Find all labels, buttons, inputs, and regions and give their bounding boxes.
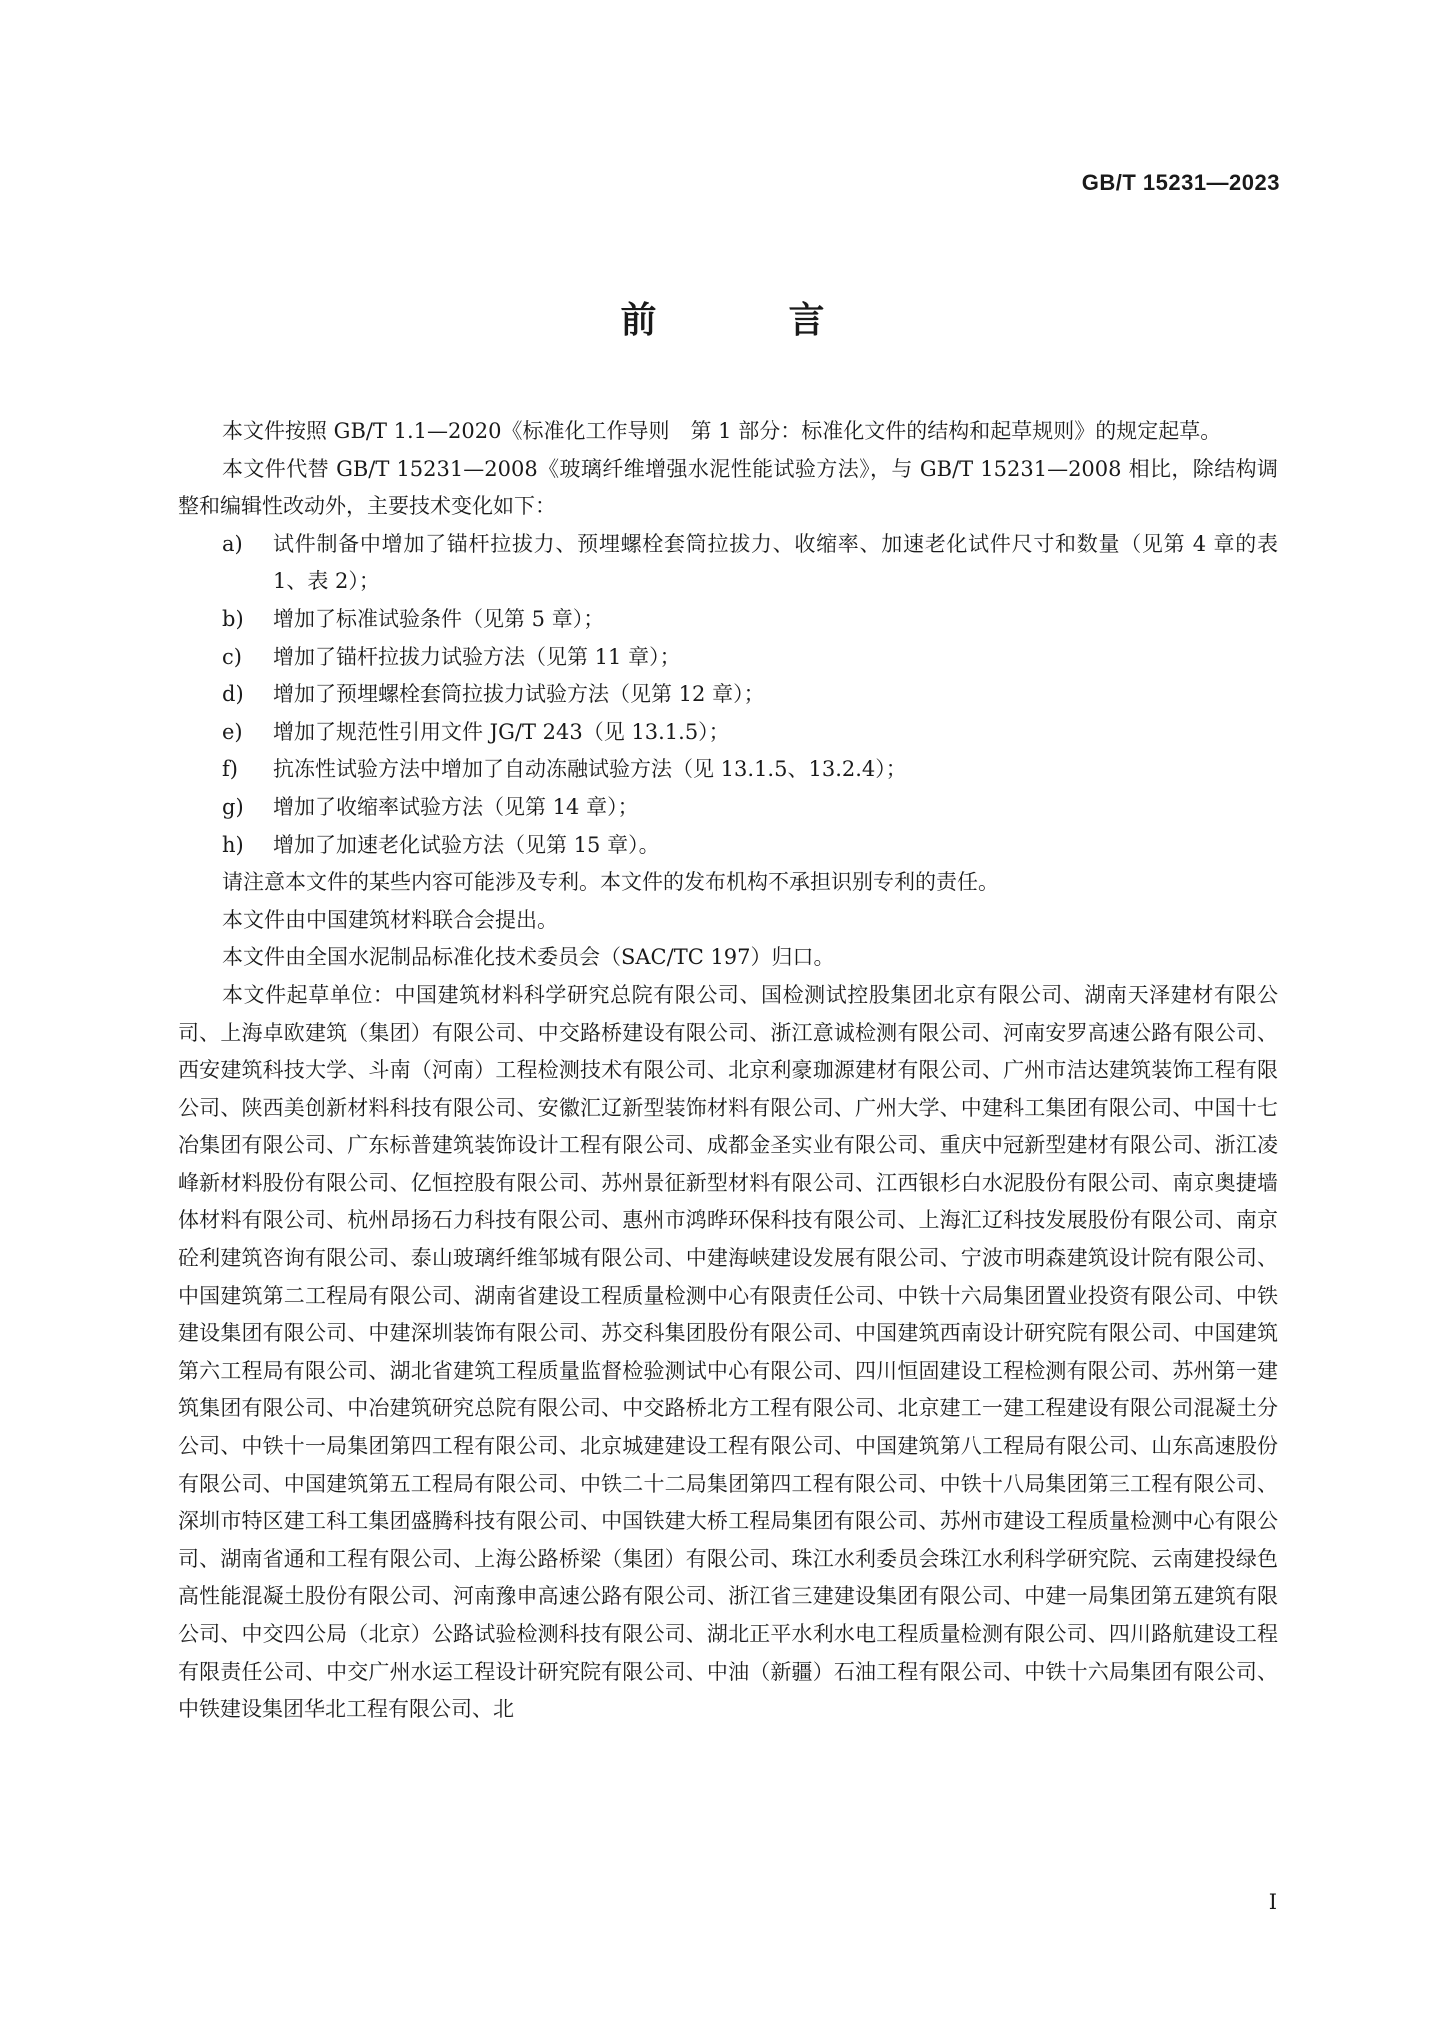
list-marker: f) — [222, 757, 238, 782]
list-item — [178, 827, 1278, 865]
list-item-text: 增加了标准试验条件（见第 5 章）； — [273, 606, 605, 631]
list-item-text: 增加了规范性引用文件 JG/T 243（见 13.1.5）； — [273, 719, 730, 744]
paragraph-replacement: 本文件代替 GB/T 15231—2008《玻璃纤维增强水泥性能试验方法》，与 GB/T 15231—2008 相比，除结构调整和编辑性改动外，主要技术变化如下： — [178, 456, 1278, 519]
list-item-text: 增加了预埋螺栓套筒拉拔力试验方法（见第 12 章）； — [273, 682, 765, 707]
list-marker: g) — [222, 794, 244, 819]
list-marker: a) — [222, 531, 243, 556]
list-marker: e) — [222, 719, 243, 744]
list-marker: b) — [222, 606, 244, 631]
list-item — [178, 676, 1278, 714]
list-item — [178, 601, 1278, 639]
paragraph-drafting-basis: 本文件按照 GB/T 1.1—2020《标准化工作导则 第 1 部分：标准化文件的结构和起草规则》的规定起草。 — [222, 419, 1222, 443]
foreword-body — [178, 413, 1278, 1729]
list-item — [178, 789, 1278, 827]
list-item — [178, 714, 1278, 752]
paragraph-patent-notice: 请注意本文件的某些内容可能涉及专利。本文件的发布机构不承担识别专利的责任。 — [222, 870, 999, 895]
list-item-text: 增加了锚杆拉拔力试验方法（见第 11 章）； — [273, 644, 681, 669]
paragraph-centralized-by: 本文件由全国水泥制品标准化技术委员会（SAC/TC 197）归口。 — [222, 945, 835, 970]
list-item-text: 增加了收缩率试验方法（见第 14 章）； — [273, 794, 639, 819]
page-number: I — [1268, 1890, 1277, 1914]
list-item — [178, 526, 1278, 601]
list-marker: d) — [222, 682, 244, 707]
list-item-text: 试件制备中增加了锚杆拉拔力、预埋螺栓套筒拉拔力、收缩率、加速老化试件尺寸和数量（见第 4 章的表 1、表 2）； — [273, 531, 1278, 594]
list-item-text: 抗冻性试验方法中增加了自动冻融试验方法（见 13.1.5、13.2.4）； — [273, 757, 907, 782]
paragraph-proposed-by: 本文件由中国建筑材料联合会提出。 — [222, 907, 558, 932]
list-item — [178, 751, 1278, 789]
standard-number: GB/T 15231—2023 — [1081, 170, 1280, 195]
paragraph-drafting-units: 本文件起草单位：中国建筑材料科学研究总院有限公司、国检测试控股集团北京有限公司、湖南天泽建材有限公司、上海卓欧建筑（集团）有限公司、中交路桥建设有限公司、浙江意诚检测有限公司、河南安罗高速公路有限公司、西安建筑科技大学、斗南（河南）工程检测技术有限公司、北京利豪珈源建材有限公司、广州市洁达建筑装饰工程有限公司、陕西美创新材料科技有限公司、安徽汇辽新型装饰材料有限公司、广州大学、中建科工集团有限公司、中国十七冶集团有限公司、广东标普建筑装饰设计工程有限公司、成都金圣实业有限公司、重庆中冠新型建材有限公司、浙江凌峰新材料股份有限公司、亿恒控股有限公司、苏州景征新型材料有限公司、江西银杉白水泥股份有限公司、南京奥捷墙体材料有限公司、杭州昂扬石力科技有限公司、惠州市鸿晔环保科技有限公司、上海汇辽科技发展股份有限公司、南京砼利建筑咨询有限公司、泰山玻璃纤维邹城有限公司、中建海峡建设发展有限公司、宁波市明森建筑设计院有限公司、中国建筑第二工程局有限公司、湖南省建设工程质量检测中心有限责任公司、中铁十六局集团置业投资有限公司、中铁建设集团有限公司、中建深圳装饰有限公司、苏交科集团股份有限公司、中国建筑西南设计研究院有限公司、中国建筑第六工程局有限公司、湖北省建筑工程质量监督检验测试中心有限公司、四川恒固建设工程检测有限公司、苏州第一建筑集团有限公司、中冶建筑研究总院有限公司、中交路桥北方工程有限公司、北京建工一建工程建设有限公司混凝土分公司、中铁十一局集团第四工程有限公司、北京城建建设工程有限公司、中国建筑第八工程局有限公司、山东高速股份有限公司、中国建筑第五工程局有限公司、中铁二十二局集团第四工程有限公司、中铁十八局集团第三工程有限公司、深圳市特区建工科工集团盛腾科技有限公司、中国铁建大桥工程局集团有限公司、苏州市建设工程质量检测中心有限公司、湖南省通和工程有限公司、上海公路桥梁（集团）有限公司、珠江水利委员会珠江水利科学研究院、云南建投绿色高性能混凝土股份有限公司、河南豫申高速公路有限公司、浙江省三建建设集团有限公司、中建一局集团第五建筑有限公司、中交四公局（北京）公路试验检测科技有限公司、湖北正平水利水电工程质量检测有限公司、四川路航建设工程有限责任公司、中交广州水运工程设计研究院有限公司、中油（新疆）石油工程有限公司、中铁十六局集团有限公司、中铁建设集团华北工程有限公司、北 — [178, 982, 1278, 1722]
page-title: 前 言 — [620, 300, 873, 341]
list-item — [178, 639, 1278, 677]
list-marker: h) — [222, 832, 244, 857]
list-marker: c) — [222, 644, 242, 669]
list-item-text: 增加了加速老化试验方法（见第 15 章）。 — [273, 832, 660, 857]
